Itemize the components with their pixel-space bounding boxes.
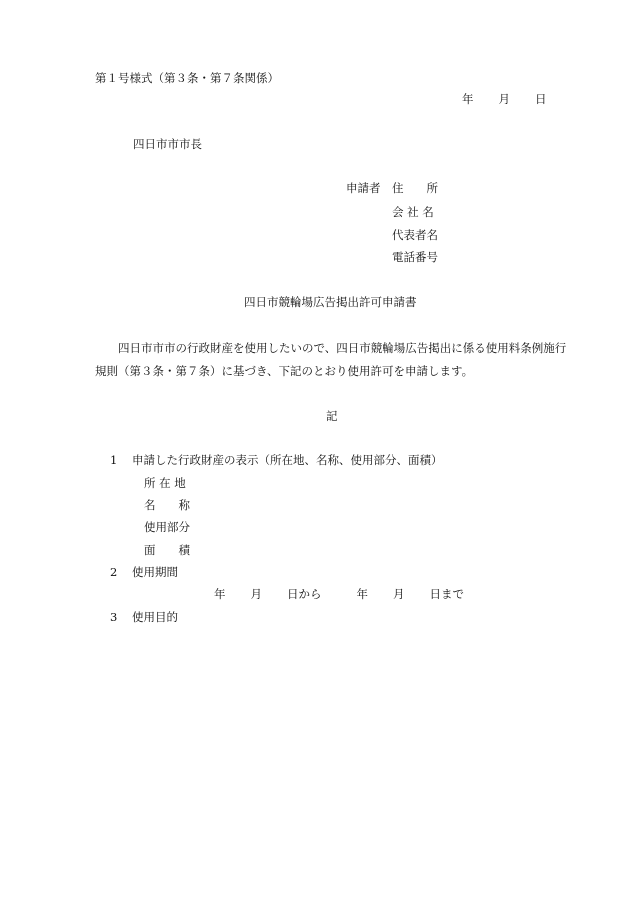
period-from-year: 年 — [214, 587, 226, 601]
period-to-month: 月 — [393, 587, 405, 601]
period-from-day: 日から — [287, 587, 322, 601]
applicant-company-label: 会 社 名 — [392, 205, 434, 219]
item3-label: 使用目的 — [132, 610, 178, 624]
item1-area-label: 面 積 — [144, 543, 190, 557]
applicant-label: 申請者 — [346, 181, 381, 195]
date-day: 日 — [535, 92, 547, 106]
applicant-phone-label: 電話番号 — [392, 250, 438, 264]
item2-number: 2 — [110, 565, 118, 579]
period-from-month: 月 — [250, 587, 262, 601]
form-number: 第１号様式（第３条・第７条関係） — [95, 71, 279, 85]
date-month: 月 — [498, 92, 510, 106]
item1-usage-part-label: 使用部分 — [144, 520, 190, 534]
document-title: 四日市競輪場広告掲出許可申請書 — [244, 295, 417, 309]
item1-name-label: 名 称 — [144, 498, 190, 512]
item3-number: 3 — [110, 610, 118, 624]
applicant-address-label: 住 所 — [392, 181, 438, 195]
item2-label: 使用期間 — [132, 565, 178, 579]
body-line-1: 四日市市市の行政財産を使用したいので、四日市競輪場広告掲出に係る使用料条例施行 — [118, 341, 567, 355]
item1-label: 申請した行政財産の表示（所在地、名称、使用部分、面積） — [132, 453, 443, 467]
period-to-year: 年 — [356, 587, 368, 601]
date-line — [462, 92, 547, 106]
period-to-day: 日まで — [429, 587, 464, 601]
addressee: 四日市市市長 — [133, 137, 202, 151]
applicant-representative-label: 代表者名 — [392, 228, 438, 242]
date-year: 年 — [462, 92, 474, 106]
item1-location-label: 所 在 地 — [144, 476, 186, 490]
usage-period-line — [214, 587, 464, 601]
body-line-2: 規則（第３条・第７条）に基づき、下記のとおり使用許可を申請します。 — [95, 364, 474, 378]
item1-number: 1 — [110, 453, 118, 467]
ki-heading: 記 — [326, 409, 338, 423]
